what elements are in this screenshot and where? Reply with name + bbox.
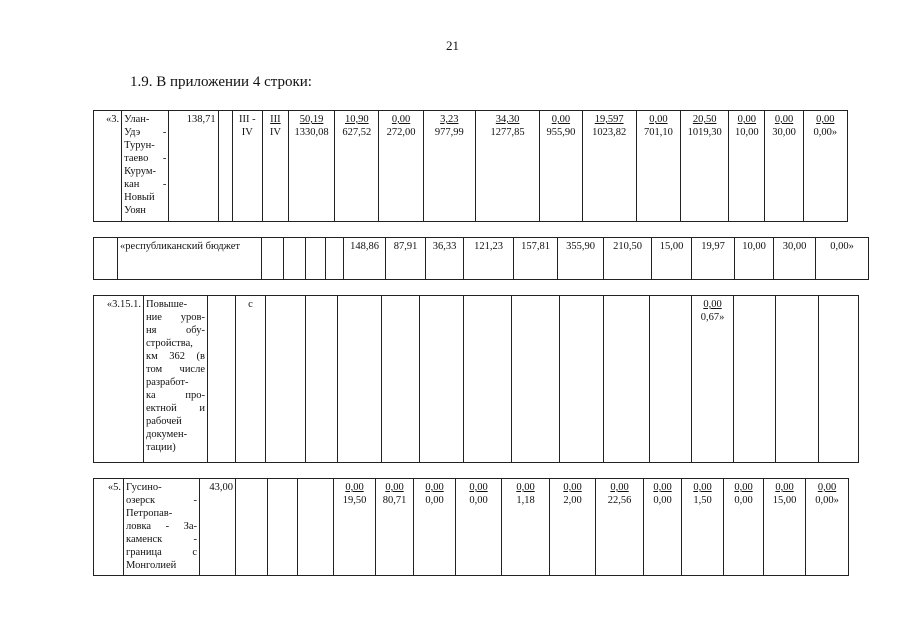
value-top: 0,00 (551, 114, 571, 125)
value-cell (456, 479, 502, 576)
value-bottom: 1019,30 (687, 127, 722, 138)
value-bottom: 0,00 (653, 495, 672, 506)
value-bottom: 701,10 (643, 127, 673, 138)
value-cell (475, 111, 539, 222)
value-cell (379, 111, 423, 222)
empty-cell (326, 238, 344, 280)
road-name (124, 479, 200, 576)
work-description (144, 296, 208, 463)
value-top: 3,23 (440, 114, 459, 125)
empty-cell (382, 296, 420, 463)
empty-cell (266, 296, 306, 463)
value-top: 0,00 (774, 114, 794, 125)
value-cell (423, 111, 475, 222)
budget-value: 30,00 (774, 238, 816, 280)
road-name-line: Петропав- (126, 508, 173, 519)
value-bottom: 1023,82 (592, 127, 627, 138)
value-bottom: 0,67» (700, 312, 725, 323)
value-cell (414, 479, 456, 576)
budget-label: «республиканский бюджет (118, 238, 262, 280)
category-from-bottom: IV (241, 127, 253, 138)
value-top: 19,597 (594, 114, 624, 125)
value-cell (682, 479, 724, 576)
budget-value: 0,00» (816, 238, 869, 280)
road-name-line: озерск - (126, 495, 197, 506)
budget-value: 19,97 (692, 238, 735, 280)
category-to-bottom: IV (269, 127, 281, 138)
description-line: ние уров- (146, 312, 205, 323)
category-from-top: III - (238, 114, 256, 125)
value-top: 0,00 (653, 482, 672, 493)
value-bottom: 0,00» (813, 127, 838, 138)
road-name-line: таево - (124, 153, 167, 164)
empty-cell (284, 238, 306, 280)
empty-cell (464, 296, 512, 463)
value-bottom: 977,99 (434, 127, 464, 138)
description-line: рабочей (146, 416, 182, 427)
value-bottom: 1,50 (693, 495, 712, 506)
value-cell (729, 111, 765, 222)
value-top: 0,00 (817, 482, 837, 493)
value-cell (550, 479, 596, 576)
value-top: 10,90 (345, 114, 369, 125)
empty-cell (94, 238, 118, 280)
road-name-line: Уоян (124, 205, 146, 216)
road-length: 138,71 (169, 111, 218, 222)
value-top: 0,00 (816, 114, 835, 125)
road-name-line: Удэ - (124, 127, 167, 138)
table-item-3-15-1 (93, 295, 859, 463)
value-top: 0,00 (693, 482, 712, 493)
value-bottom: 1,18 (516, 495, 535, 506)
budget-value: 10,00 (735, 238, 774, 280)
table-road-5 (93, 478, 849, 576)
value-top: 20,50 (692, 114, 717, 125)
value-bottom: 19,50 (342, 495, 367, 506)
road-name-line: Улан- (124, 114, 150, 125)
value-top: 50,19 (299, 114, 324, 125)
empty-cell (776, 296, 819, 463)
value-bottom: 30,00 (772, 127, 796, 138)
value-cell (644, 479, 682, 576)
empty-cell (734, 296, 776, 463)
value-top: 34,30 (495, 114, 520, 125)
value-top: 0,00 (610, 482, 629, 493)
empty-cell (560, 296, 604, 463)
value-cell (376, 479, 414, 576)
description-line: стройства, (146, 338, 193, 349)
value-bottom: 627,52 (342, 127, 372, 138)
category-from (232, 111, 262, 222)
description-line: том числе (146, 364, 205, 375)
road-name-line: Турун- (124, 140, 155, 151)
value-top: 0,00 (385, 482, 404, 493)
road-name-line: Монголией (126, 560, 177, 571)
table-republican-budget (93, 237, 869, 280)
road-name-line: Гусино- (126, 482, 162, 493)
description-line: ектной и (146, 403, 205, 414)
value-cell (502, 479, 550, 576)
value-bottom: 0,00 (469, 495, 488, 506)
value-cell (288, 111, 334, 222)
budget-value: 157,81 (514, 238, 558, 280)
value-bottom: 0,00 (425, 495, 444, 506)
road-name-line: каменск - (126, 534, 197, 545)
value-bottom: 272,00 (386, 127, 416, 138)
road-name-line: кан - (124, 179, 167, 190)
description-line: ня обу- (146, 325, 205, 336)
category-to (262, 111, 288, 222)
empty-cell (819, 296, 859, 463)
page-number: 21 (446, 38, 459, 53)
value-cell (582, 111, 636, 222)
budget-value: 36,33 (426, 238, 464, 280)
category-to-top: III (270, 114, 281, 125)
road-name (122, 111, 169, 222)
road-name-line: граница с (126, 547, 197, 558)
road-name-line: Курум- (124, 166, 156, 177)
budget-value: 15,00 (652, 238, 692, 280)
value-bottom: 15,00 (772, 495, 797, 506)
value-bottom: 0,00» (815, 495, 839, 506)
value-bottom: 0,00 (734, 495, 753, 506)
value-top: 0,00 (649, 114, 668, 125)
road-name-line: Новый (124, 192, 155, 203)
budget-value: 210,50 (604, 238, 652, 280)
value-top: 0,00 (563, 482, 582, 493)
empty-cell (208, 296, 236, 463)
value-top: 0,00 (516, 482, 535, 493)
empty-cell (420, 296, 464, 463)
value-cell (334, 479, 376, 576)
empty-cell (298, 479, 334, 576)
row-number: «3.15.1. (94, 296, 144, 463)
value-cell (596, 479, 644, 576)
category-cell: с (236, 296, 266, 463)
row-number: «3. (94, 111, 122, 222)
value-cell (806, 479, 849, 576)
value-cell (540, 111, 582, 222)
budget-value: 87,91 (386, 238, 426, 280)
value-top: 0,00 (391, 114, 411, 125)
description-line: км 362 (в (146, 351, 205, 362)
value-cell (681, 111, 729, 222)
empty-cell (306, 296, 338, 463)
road-length: 43,00 (200, 479, 236, 576)
value-bottom: 955,90 (546, 127, 576, 138)
row-number: «5. (94, 479, 124, 576)
value-top: 0,00 (737, 114, 757, 125)
value-top: 0,00 (345, 482, 364, 493)
description-line: ка про- (146, 390, 205, 401)
empty-cell (604, 296, 650, 463)
table-road-3 (93, 110, 848, 222)
value-top: 0,00 (775, 482, 794, 493)
empty-cell (262, 238, 284, 280)
value-top: 0,00 (425, 482, 444, 493)
empty-cell (218, 111, 232, 222)
value-cell (765, 111, 803, 222)
value-cell (692, 296, 734, 463)
description-line: докумен- (146, 429, 188, 440)
value-top: 0,00 (469, 482, 488, 493)
road-name-line: ловка - За- (126, 521, 197, 532)
description-line: Повыше- (146, 299, 188, 310)
empty-cell (338, 296, 382, 463)
empty-cell (512, 296, 560, 463)
value-cell (724, 479, 764, 576)
value-bottom: 1277,85 (490, 127, 525, 138)
value-top: 0,00 (734, 482, 753, 493)
value-bottom: 80,71 (382, 495, 407, 506)
budget-value: 355,90 (558, 238, 604, 280)
value-bottom: 1330,08 (294, 127, 329, 138)
empty-cell (236, 479, 268, 576)
section-heading: 1.9. В приложении 4 строки: (130, 74, 312, 90)
value-bottom: 10,00 (735, 127, 759, 138)
value-bottom: 2,00 (563, 495, 582, 506)
value-top: 0,00 (703, 299, 722, 310)
description-line: тации) (146, 442, 176, 453)
budget-value: 148,86 (344, 238, 386, 280)
value-bottom: 22,56 (607, 495, 632, 506)
empty-cell (306, 238, 326, 280)
empty-cell (268, 479, 298, 576)
description-line: разработ- (146, 377, 189, 388)
empty-cell (650, 296, 692, 463)
budget-value: 121,23 (464, 238, 514, 280)
value-cell (335, 111, 379, 222)
value-cell (803, 111, 847, 222)
value-cell (636, 111, 680, 222)
value-cell (764, 479, 806, 576)
